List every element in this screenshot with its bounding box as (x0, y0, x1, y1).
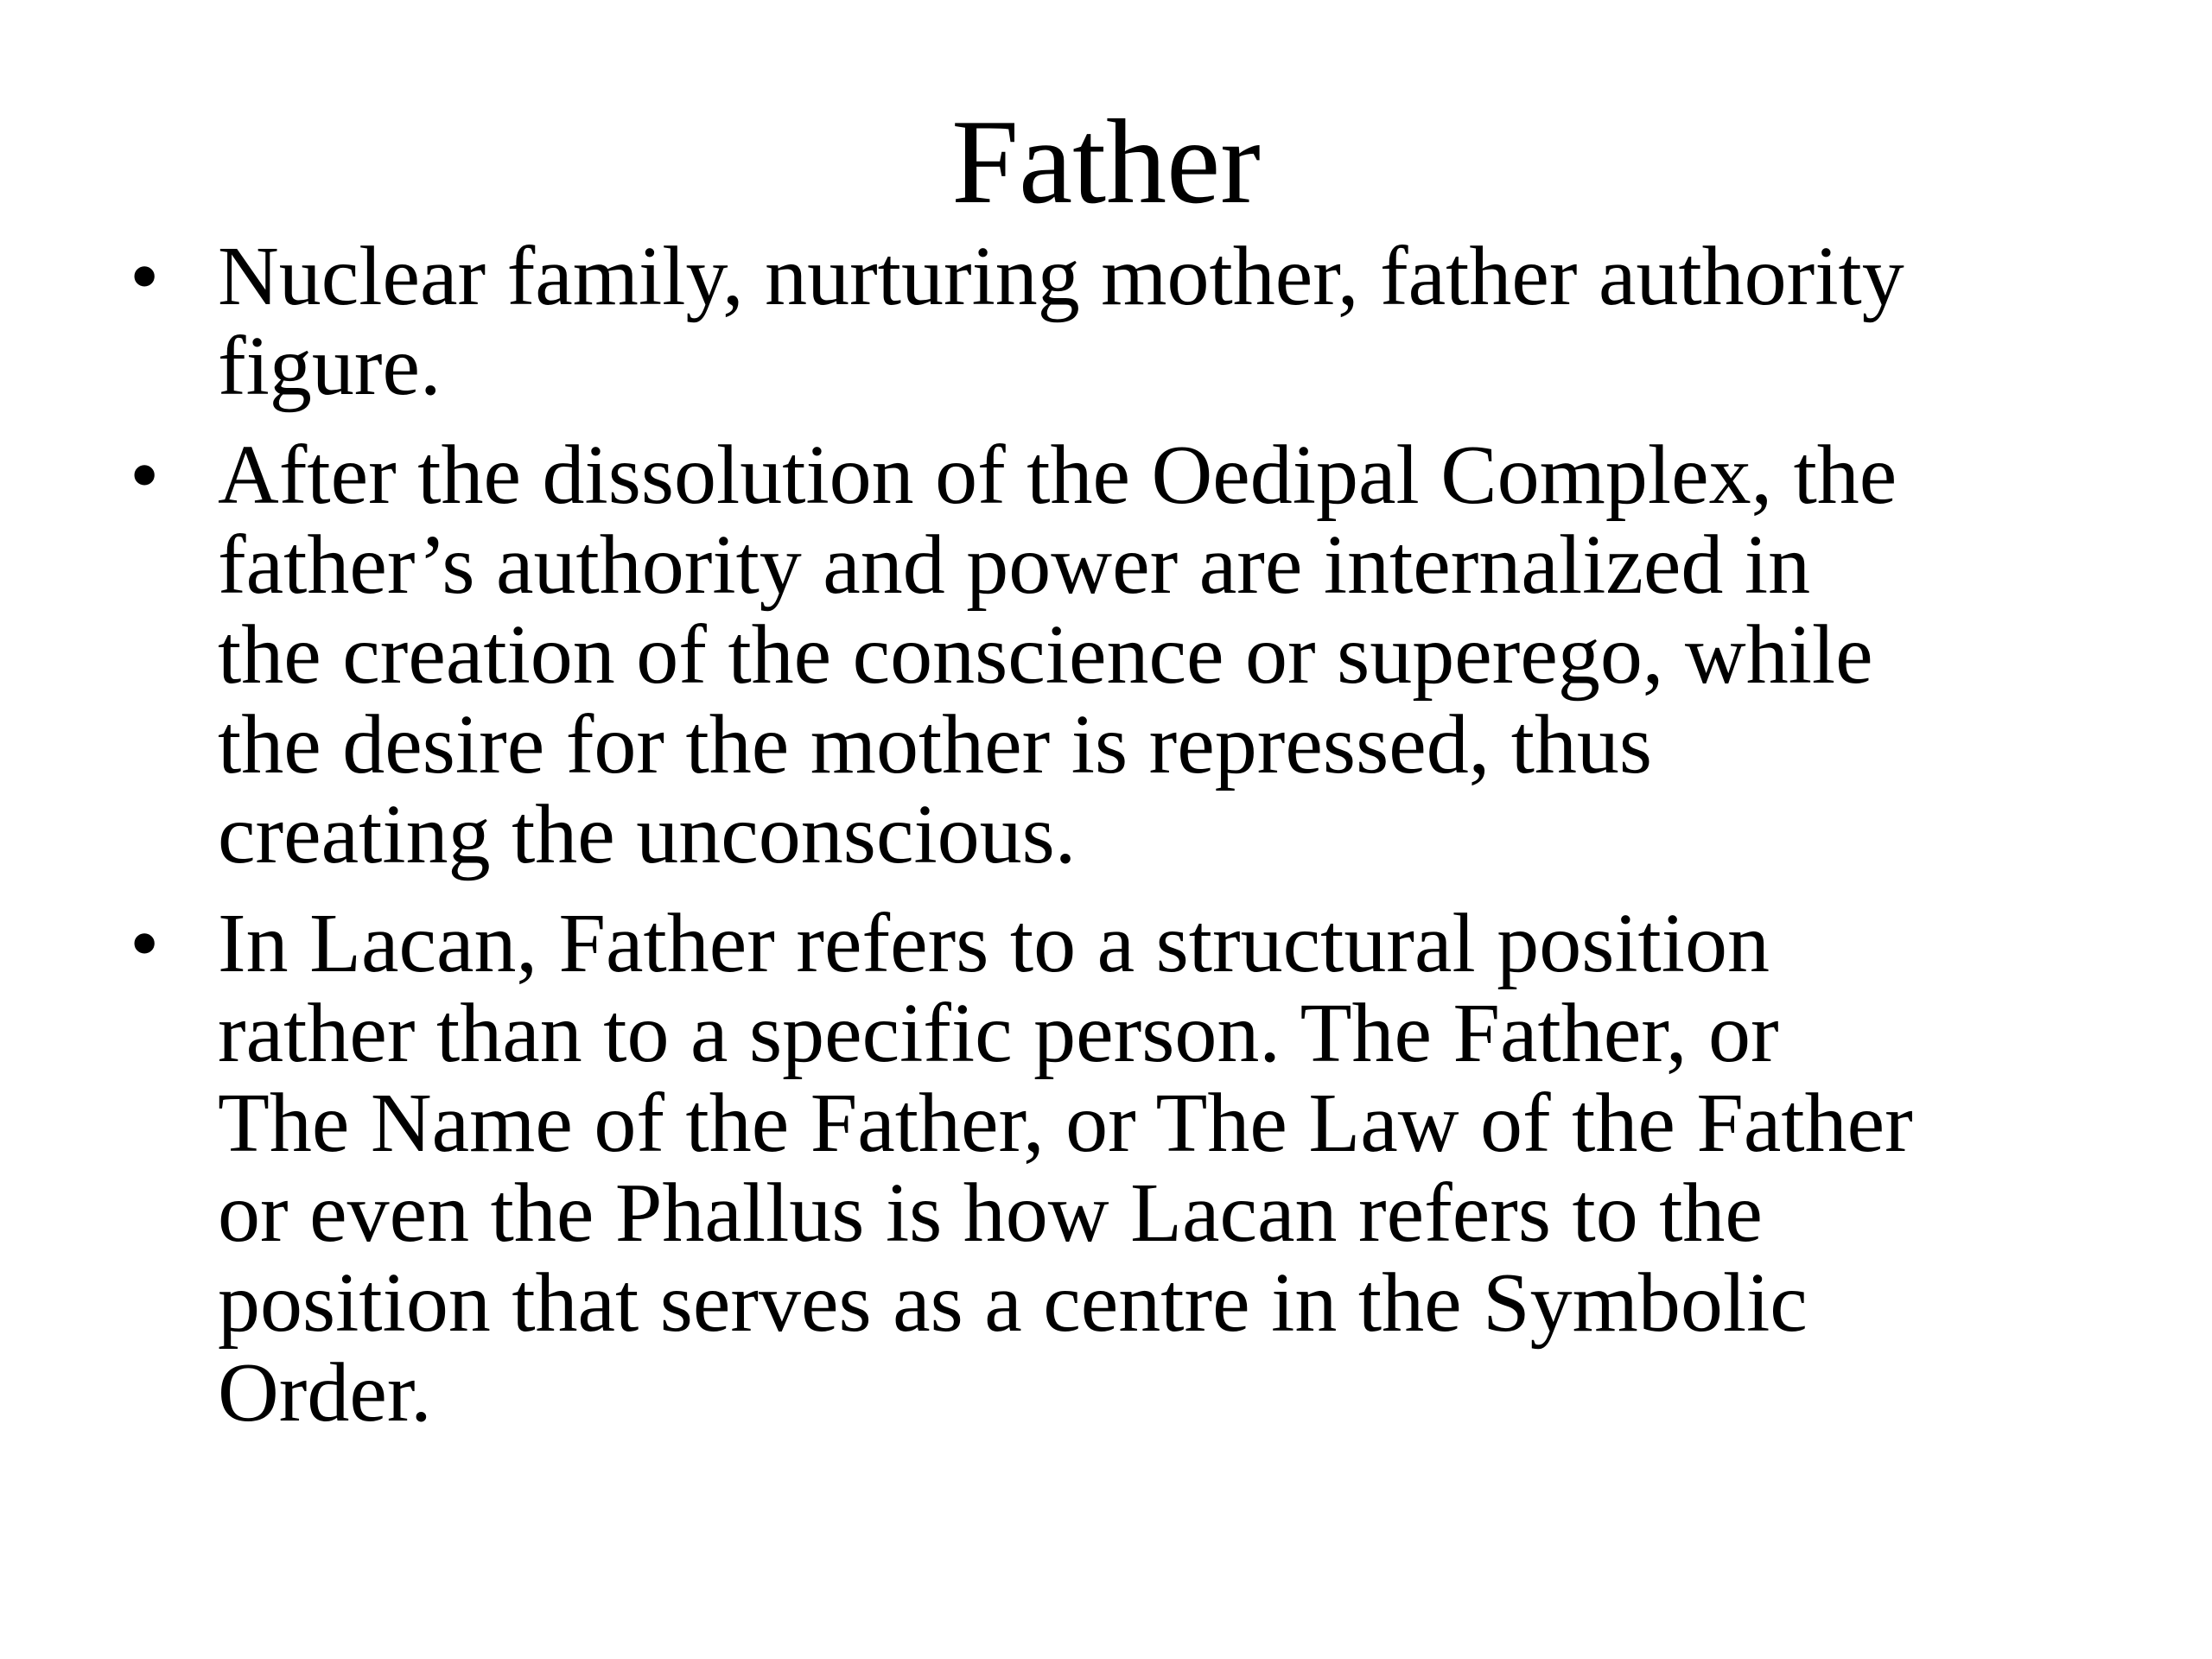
bullet-text-line: the creation of the conscience or superego, while (218, 608, 1873, 702)
bullet-icon: • (130, 230, 160, 323)
bullet-text-line: The Name of the Father, or The Law of the Father (218, 1077, 1913, 1170)
bullet-text-line: the desire for the mother is repressed, thus (218, 698, 1653, 791)
bullet-text-line: position that serves as a centre in the Symbolic (218, 1256, 1808, 1350)
bullet-text-line: Nuclear family, nurturing mother, father authority (218, 230, 1904, 323)
bullet-item-oedipal-complex (130, 430, 2117, 880)
bullet-text-line: rather than to a specific person. The Father, or (218, 987, 1779, 1080)
bullet-icon: • (130, 429, 160, 522)
bullet-text-line: figure. (218, 320, 442, 413)
bullet-item-lacan (130, 899, 2117, 1438)
bullet-text-line: father’s authority and power are internalized in (218, 518, 1811, 612)
bullet-icon: • (130, 897, 160, 990)
bullet-text-line: Order. (218, 1346, 432, 1440)
bullet-text-line: After the dissolution of the Oedipal Complex, the (218, 429, 1897, 522)
bullet-text-line: or even the Phallus is how Lacan refers to the (218, 1166, 1763, 1260)
bullet-text-line: In Lacan, Father refers to a structural position (218, 897, 1770, 990)
bullet-item-nuclear-family (130, 232, 2117, 411)
bullet-text-line: creating the unconscious. (218, 788, 1077, 881)
bullet-list (130, 232, 2117, 1457)
slide-title: Father (951, 95, 1261, 229)
